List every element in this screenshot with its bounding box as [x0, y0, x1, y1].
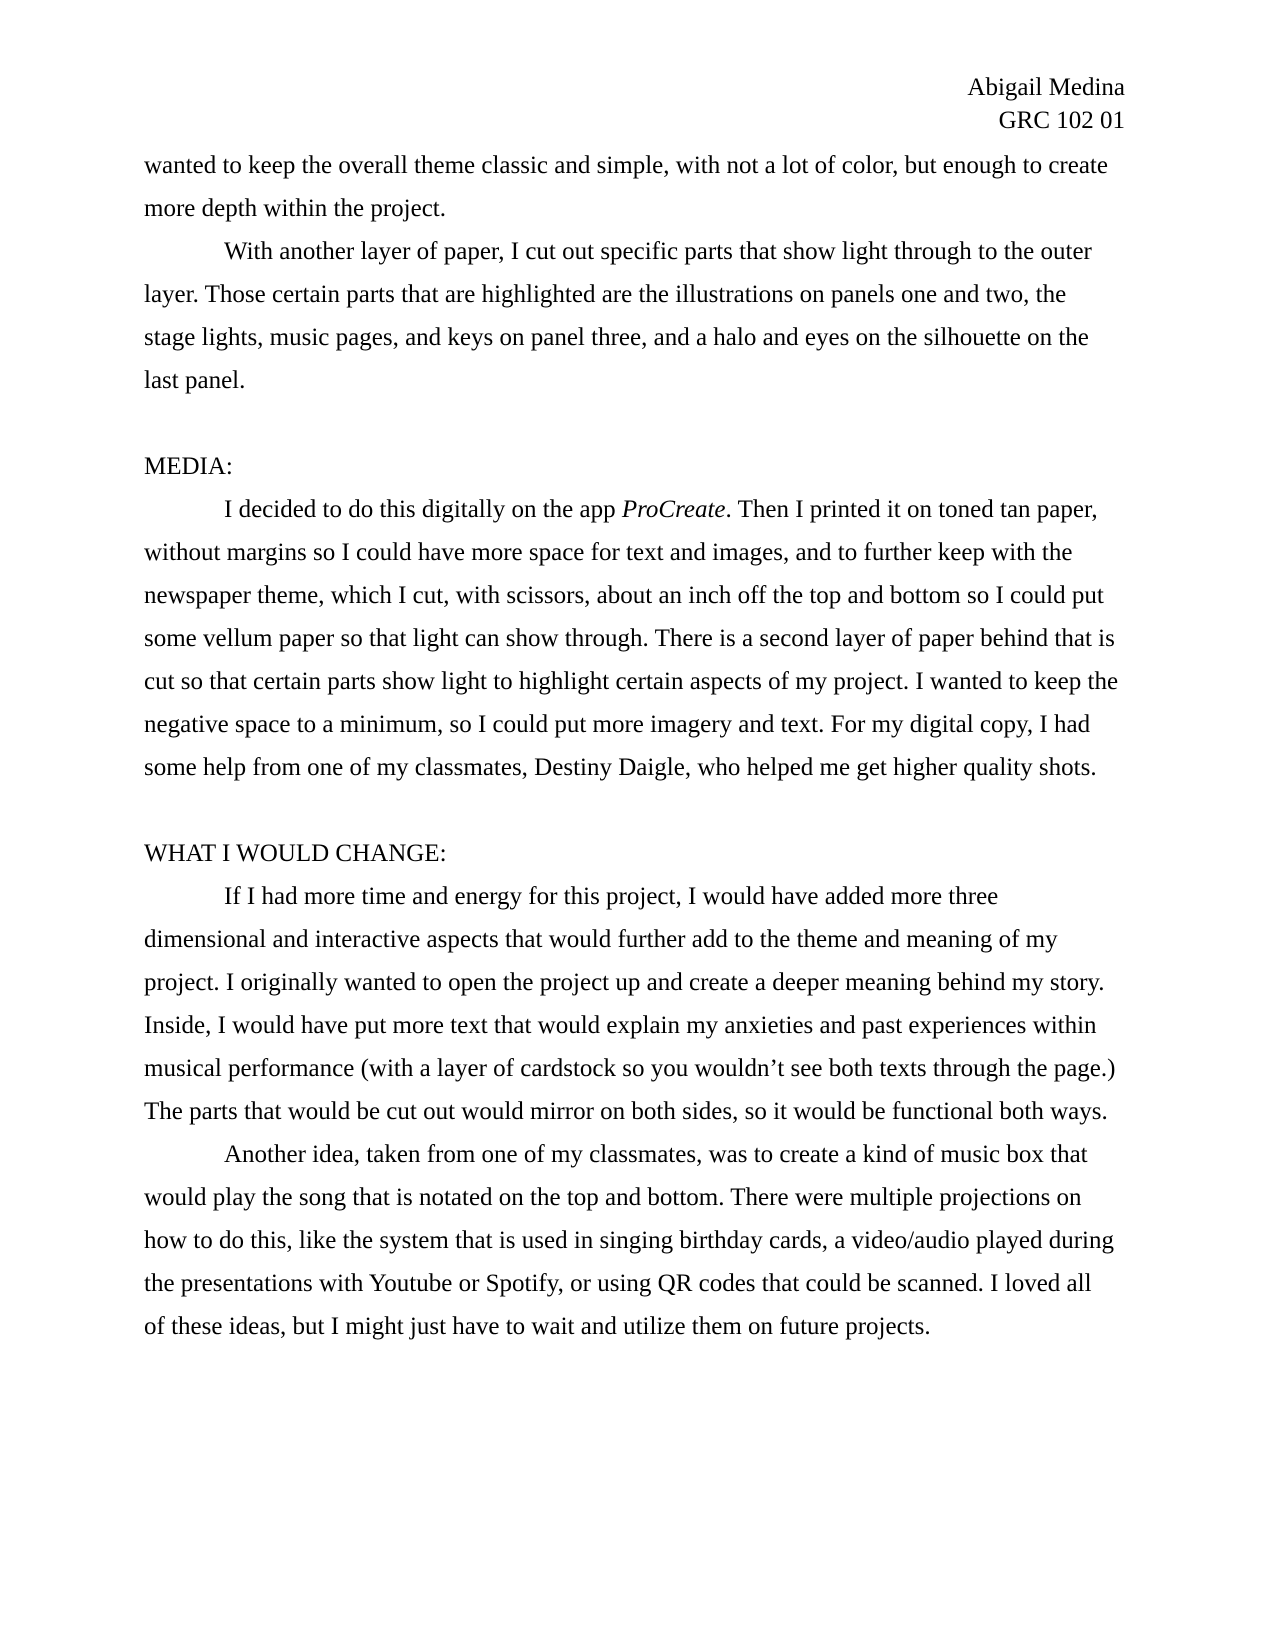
- text-line: [144, 1176, 1139, 1219]
- text-run: . Then I printed it on toned tan paper,: [725, 496, 1098, 523]
- text-line: [144, 660, 1139, 703]
- blank-line: [144, 402, 1139, 445]
- italic-text-run: ProCreate: [621, 496, 726, 523]
- text-line: [144, 574, 1139, 617]
- text-run: Inside, I would have put more text that would explain my anxieties and past experiences within: [144, 1012, 1097, 1039]
- document-header: [967, 71, 1125, 137]
- text-run: without margins so I could have more space for text and images, and to further keep with the: [144, 539, 1073, 566]
- text-line: [144, 918, 1139, 961]
- text-line: [144, 273, 1139, 316]
- text-line: [144, 617, 1139, 660]
- header-author: Abigail Medina: [967, 74, 1125, 101]
- text-line: [144, 1219, 1139, 1262]
- text-line: [144, 875, 1139, 918]
- text-run: project. I originally wanted to open the project up and create a deeper meaning behind my story.: [144, 969, 1105, 996]
- text-run: WHAT I WOULD CHANGE:: [144, 840, 447, 867]
- text-run: the presentations with Youtube or Spotify, or using QR codes that could be scanned. I loved all: [144, 1270, 1092, 1297]
- text-run: With another layer of paper, I cut out specific parts that show light through to the outer: [224, 238, 1092, 265]
- text-run: some help from one of my classmates, Destiny Daigle, who helped me get higher quality shots.: [144, 754, 1097, 781]
- text-run: would play the song that is notated on the top and bottom. There were multiple projections on: [144, 1184, 1082, 1211]
- text-line: [144, 316, 1139, 359]
- text-line: [144, 359, 1139, 402]
- text-run: I decided to do this digitally on the app: [224, 496, 622, 523]
- text-line: [144, 1305, 1139, 1348]
- text-run: stage lights, music pages, and keys on panel three, and a halo and eyes on the silhouette on the: [144, 324, 1089, 351]
- text-line: [144, 488, 1139, 531]
- header-course: GRC 102 01: [998, 107, 1125, 134]
- text-run: how to do this, like the system that is used in singing birthday cards, a video/audio played during: [144, 1227, 1114, 1254]
- text-run: dimensional and interactive aspects that would further add to the theme and meaning of my: [144, 926, 1058, 953]
- text-run: Another idea, taken from one of my classmates, was to create a kind of music box that: [224, 1141, 1088, 1168]
- text-line: [144, 187, 1139, 230]
- text-run: If I had more time and energy for this project, I would have added more three: [224, 883, 999, 910]
- text-line: [144, 531, 1139, 574]
- text-run: layer. Those certain parts that are highlighted are the illustrations on panels one and two, the: [144, 281, 1067, 308]
- blank-line: [144, 789, 1139, 832]
- text-run: The parts that would be cut out would mirror on both sides, so it would be functional both ways.: [144, 1098, 1108, 1125]
- text-run: some vellum paper so that light can show through. There is a second layer of paper behind that is: [144, 625, 1115, 652]
- text-line: [144, 703, 1139, 746]
- section-heading: [144, 832, 1139, 875]
- text-run: MEDIA:: [144, 453, 233, 480]
- text-line: [144, 1133, 1139, 1176]
- text-run: musical performance (with a layer of cardstock so you wouldn’t see both texts through the page.): [144, 1055, 1116, 1082]
- text-line: [144, 746, 1139, 789]
- text-line: [144, 961, 1139, 1004]
- text-run: newspaper theme, which I cut, with scissors, about an inch off the top and bottom so I could put: [144, 582, 1104, 609]
- text-run: last panel.: [144, 367, 246, 394]
- text-line: [144, 1004, 1139, 1047]
- text-line: [144, 144, 1139, 187]
- text-line: [144, 230, 1139, 273]
- text-run: negative space to a minimum, so I could put more imagery and text. For my digital copy, I had: [144, 711, 1091, 738]
- text-run: wanted to keep the overall theme classic and simple, with not a lot of color, but enough to create: [144, 152, 1108, 179]
- text-run: more depth within the project.: [144, 195, 447, 222]
- text-line: [144, 1262, 1139, 1305]
- document-body: [144, 144, 1139, 1348]
- section-heading: [144, 445, 1139, 488]
- text-run: of these ideas, but I might just have to wait and utilize them on future projects.: [144, 1313, 931, 1340]
- text-line: [144, 1047, 1139, 1090]
- text-line: [144, 1090, 1139, 1133]
- text-run: cut so that certain parts show light to highlight certain aspects of my project. I wanted to keep the: [144, 668, 1119, 695]
